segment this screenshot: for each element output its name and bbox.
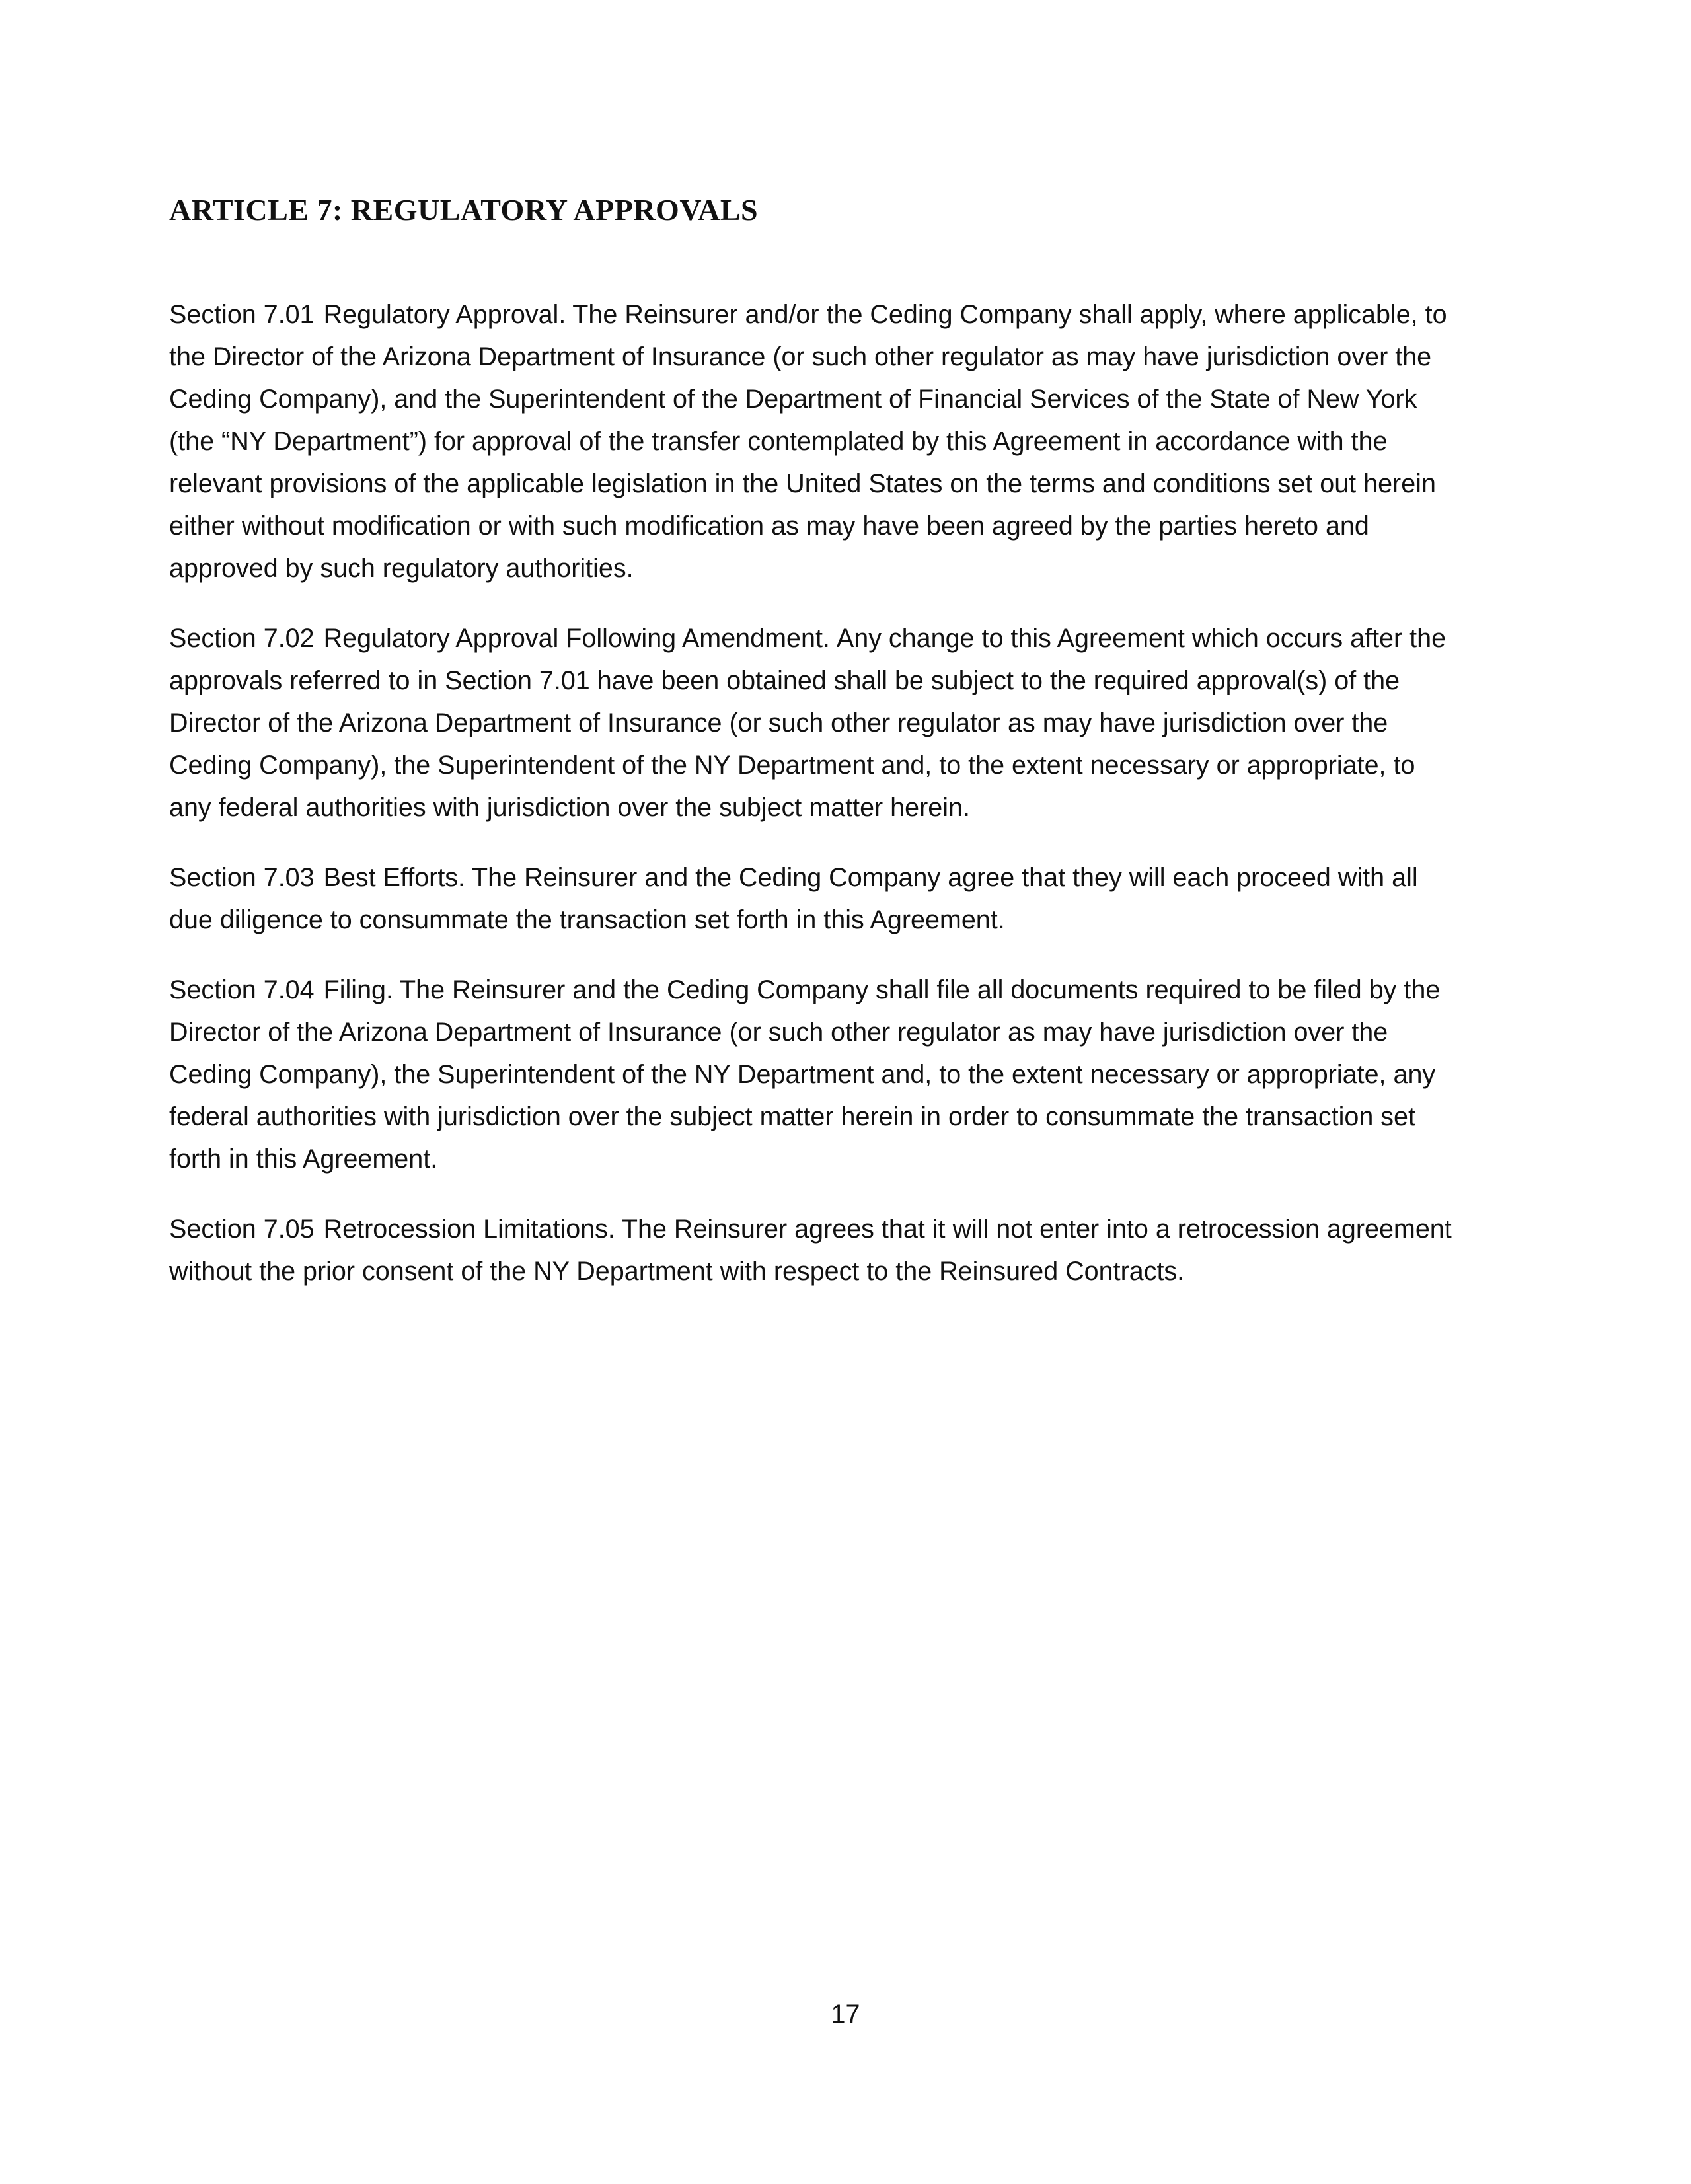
- section-7-03: [169, 856, 1464, 941]
- page-content: [169, 190, 1464, 1320]
- section-body: Any change to this Agreement which occurs after the approvals referred to in Section 7.01 have been obtained shall be subject to the required approval(s) of the Director of the Arizona Department of Insurance (or such other regulator as may have jurisdiction over the Ceding Company), the Superintendent of the NY Department and, to the extent necessary or appropriate, to any federal authorities with jurisdiction over the subject matter herein.: [169, 624, 1447, 822]
- section-body: The Reinsurer and the Ceding Company shall file all documents required to be filed by the Director of the Arizona Department of Insurance (or such other regulator as may have jurisdiction over the Ceding Company), the Superintendent of the NY Department and, to the extent necessary or appropriate, any federal authorities with jurisdiction over the subject matter herein in order to consummate the transaction set forth in this Agreement.: [169, 975, 1441, 1174]
- section-7-02: [169, 617, 1464, 829]
- section-title: Retrocession Limitations.: [323, 1215, 615, 1244]
- section-7-01: [169, 293, 1464, 589]
- section-7-04: [169, 969, 1464, 1180]
- section-body: The Reinsurer and the Ceding Company agree that they will each proceed with all due diligence to consummate the transaction set forth in this Agreement.: [169, 863, 1418, 934]
- section-body: The Reinsurer and/or the Ceding Company shall apply, where applicable, to the Director of the Arizona Department of Insurance (or such other regulator as may have jurisdiction over the Ceding Company), and the Superintendent of the Department of Financial Services of the State of New York (the “NY Department”) for approval of the transfer contemplated by this Agreement in accordance with the relevant provisions of the applicable legislation in the United States on the terms and conditions set out herein either without modification or with such modification as may have been agreed by the parties hereto and approved by such regulatory authorities.: [169, 300, 1447, 583]
- section-number: Section 7.03: [169, 863, 315, 892]
- page-number: 17: [831, 2000, 860, 2029]
- section-number: Section 7.02: [169, 624, 315, 653]
- section-number: Section 7.04: [169, 975, 315, 1004]
- section-title: Regulatory Approval.: [323, 300, 566, 329]
- section-number: Section 7.05: [169, 1215, 315, 1244]
- article-heading: ARTICLE 7: REGULATORY APPROVALS: [169, 193, 759, 227]
- section-7-05: [169, 1208, 1464, 1293]
- section-title: Best Efforts.: [323, 863, 466, 892]
- section-title: Filing.: [323, 975, 393, 1004]
- section-body: The Reinsurer agrees that it will not enter into a retrocession agreement without the prior consent of the NY Department with respect to the Reinsured Contracts.: [169, 1215, 1452, 1286]
- section-title: Regulatory Approval Following Amendment.: [323, 624, 830, 653]
- section-number: Section 7.01: [169, 300, 315, 329]
